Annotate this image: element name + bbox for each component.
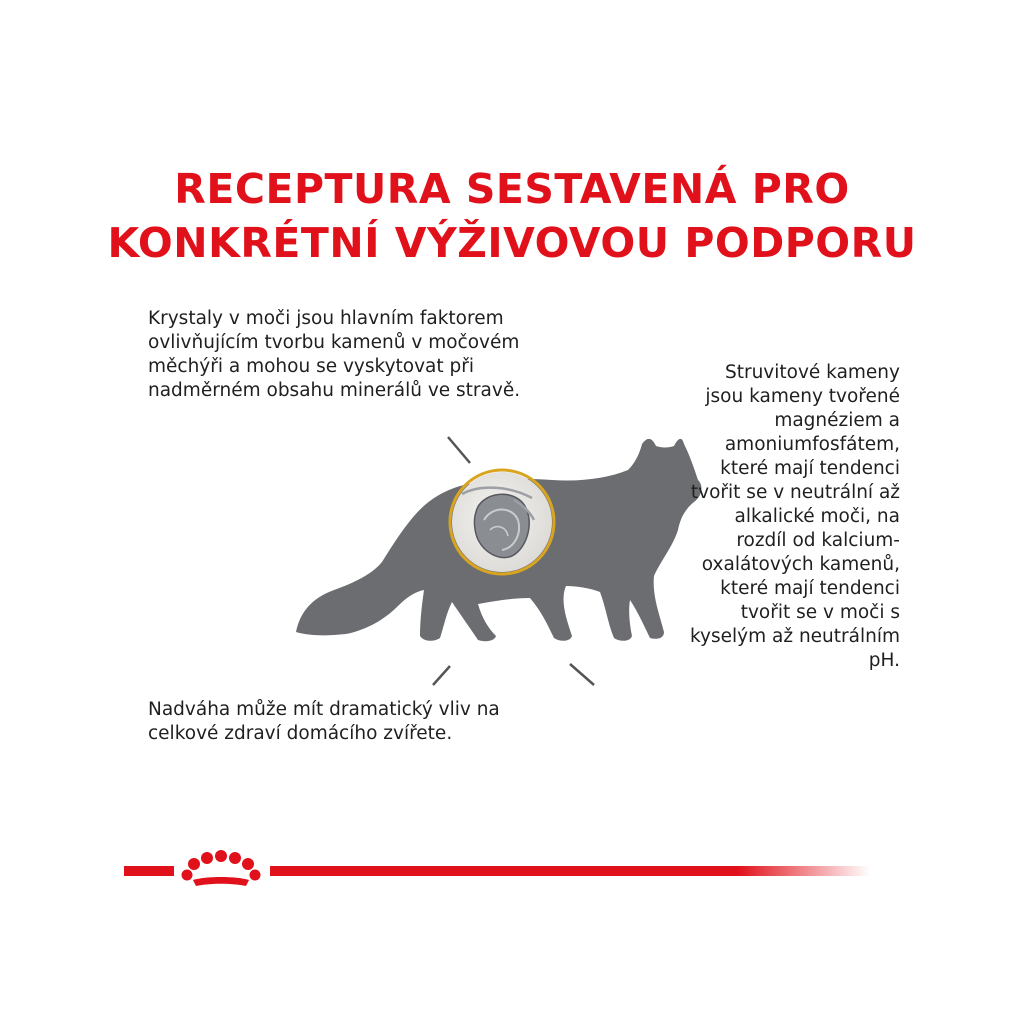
- bladder-icon: [450, 470, 554, 574]
- overweight-callout-text: Nadváha může mít dramatický vliv na celkové zdraví domácího zvířete.: [148, 699, 500, 744]
- connector-bottom-left: [148, 666, 450, 685]
- royal-crown-icon: [182, 850, 261, 886]
- crystals-callout-text: Krystaly v moči jsou hlavním faktorem ovlivňujícím tvorbu kamenů v močovém měchýři a mohou se vyskytovat při nadměrném obsahu minerálů ve stravě.: [148, 308, 521, 401]
- headline-line-1: RECEPTURA SESTAVENÁ PRO: [174, 165, 850, 214]
- headline-line-2: KONKRÉTNÍ VÝŽIVOVOU PODPORU: [107, 219, 917, 268]
- connector-top-left: [148, 437, 470, 463]
- footer-red-line: [124, 866, 870, 876]
- struvite-callout-text: Struvitové kameny jsou kameny tvořené magnéziem a amoniumfosfátem, které mají tendenci tvořit se v neutrální až alkalické moči, na rozdíl od kalcium-oxalátových kamenů, které mají tendenci tvořit se v moči s kyselým až neutrálním pH.: [690, 362, 900, 671]
